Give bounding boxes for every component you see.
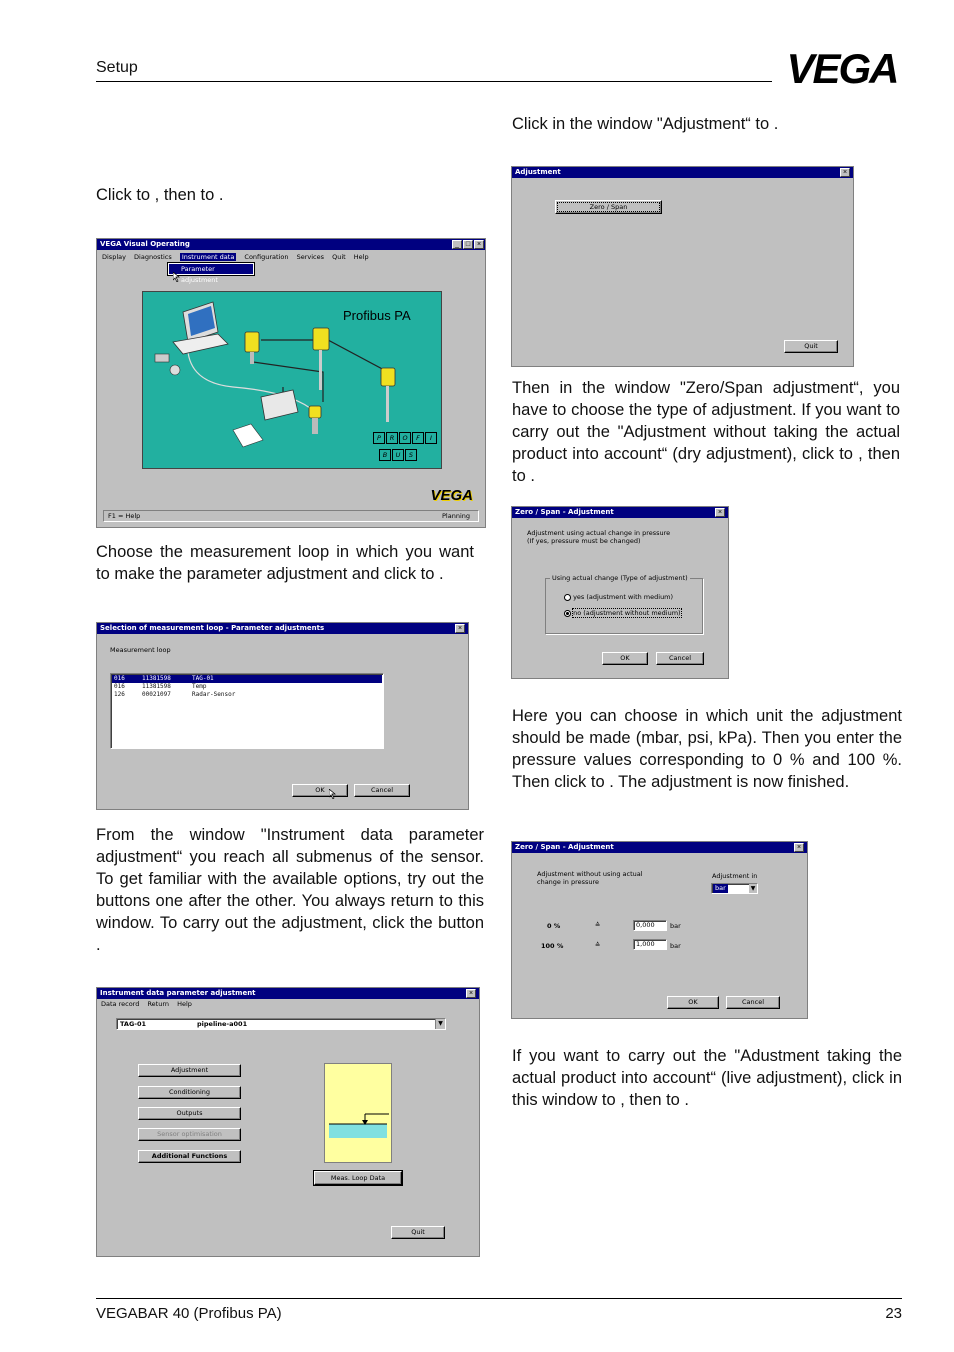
adjustment-button[interactable]: Adjustment	[138, 1064, 241, 1077]
zero-value-input[interactable]: 0,000	[633, 920, 667, 931]
left-paragraph-1: Click to , then to .	[96, 186, 224, 204]
menu-diagnostics[interactable]: Diagnostics	[134, 253, 172, 261]
row-1-unit: bar	[670, 942, 681, 950]
radio-empty-icon[interactable]	[564, 594, 571, 601]
vega-logo	[782, 50, 902, 86]
header-rule	[96, 81, 772, 82]
footer-rule	[96, 1298, 902, 1299]
quit-button[interactable]: Quit	[784, 340, 838, 353]
minimize-button[interactable]: _	[452, 240, 462, 249]
list-item[interactable]: 126 00021097 Radar-Sensor	[114, 691, 236, 698]
menu-configuration[interactable]: Configuration	[244, 253, 289, 261]
row-0-label: 0 %	[547, 922, 561, 930]
adjustment-window	[511, 166, 854, 367]
chevron-down-icon[interactable]: ▼	[750, 885, 756, 892]
bus-logo: B U S	[379, 449, 417, 461]
quit-button[interactable]: Quit	[391, 1226, 445, 1239]
cancel-button[interactable]: Cancel	[726, 996, 780, 1009]
sensor-optimisation-button[interactable]: Sensor optimisation	[138, 1128, 241, 1141]
mouse-pointer-icon	[173, 272, 181, 282]
conditioning-button[interactable]: Conditioning	[138, 1086, 241, 1099]
close-button[interactable]: ×	[455, 624, 465, 633]
tank-illustration	[324, 1063, 392, 1163]
cancel-button[interactable]: Cancel	[354, 784, 410, 797]
outputs-button[interactable]: Outputs	[138, 1107, 241, 1120]
loop-select[interactable]	[116, 1018, 446, 1030]
right-paragraph-1: Click in the window "Adjustment“ to .	[512, 115, 779, 133]
page-number: 23	[885, 1305, 902, 1322]
right-paragraph-4: If you want to carry out the "Adustment taking the actual product into account“ (live adjustment), click in this window to , then to .	[512, 1047, 902, 1109]
ok-button[interactable]: OK	[602, 652, 648, 665]
meas-loop-data-button[interactable]: Meas. Loop Data	[314, 1171, 402, 1185]
measurement-loop-list[interactable]	[110, 673, 384, 749]
menu-instrument-data[interactable]: Instrument data	[181, 253, 235, 261]
menu-quit[interactable]: Quit	[332, 253, 346, 261]
menu-bar	[102, 252, 369, 262]
menu-display[interactable]: Display	[102, 253, 126, 261]
row-0-unit: bar	[670, 922, 681, 930]
loop-name: pipeline-a001	[197, 1020, 248, 1028]
mouse-pointer-icon	[329, 789, 337, 799]
close-button[interactable]: ×	[474, 240, 484, 249]
additional-functions-button[interactable]: Additional Functions	[138, 1150, 241, 1163]
section-header: Setup	[96, 59, 138, 76]
list-item[interactable]: 016 11381598 Temp	[114, 683, 207, 690]
footer-product: VEGABAR 40 (Profibus PA)	[96, 1305, 282, 1322]
close-button[interactable]: ×	[840, 168, 850, 177]
left-paragraph-3: From the window "Instrument data parameter adjustment“ you reach all submenus of the sensor. To get familiar with the available options, try out the buttons one after the other. You always return to this window. To carry out the adjustment, click the button .	[96, 826, 484, 954]
row-1-label: 100 %	[541, 942, 564, 950]
status-help: F1 = Help	[108, 512, 141, 520]
radio-yes[interactable]: yes (adjustment with medium)	[564, 593, 673, 601]
profibus-graphic	[142, 291, 442, 469]
status-mode: Planning	[442, 512, 470, 520]
window-title: Adjustment	[512, 167, 853, 178]
window-title: Selection of measurement loop - Parameter adjustments	[97, 623, 468, 634]
adjustment-description: Adjustment using actual change in pressure (If yes, pressure must be changed)	[527, 529, 671, 545]
menu-bar	[101, 1000, 192, 1008]
window-title: Instrument data parameter adjustment	[97, 988, 479, 999]
unit-select[interactable]: bar ▼	[711, 883, 758, 894]
menu-help[interactable]: Help	[353, 253, 369, 261]
loop-tag: TAG-01	[120, 1020, 147, 1028]
close-button[interactable]: ×	[794, 843, 804, 852]
close-button[interactable]: ×	[466, 989, 476, 998]
chevron-down-icon[interactable]: ▼	[435, 1019, 445, 1029]
row-1-symbol: ≙	[595, 941, 601, 949]
radio-selected-icon[interactable]	[564, 610, 571, 617]
measurement-loop-label: Measurement loop	[110, 646, 171, 654]
maximize-button[interactable]: □	[463, 240, 473, 249]
window-title: Zero / Span - Adjustment	[512, 507, 728, 518]
right-paragraph-3: Here you can choose in which unit the adjustment should be made (mbar, psi, kPa). Then you enter the pressure values corresponding to 0 % and 100 %. Then click to . The adjustment is now finished.	[512, 707, 902, 791]
ok-button[interactable]: OK	[292, 784, 348, 797]
menu-return[interactable]: Return	[147, 1000, 170, 1008]
vega-visual-operating-window	[96, 238, 486, 528]
adjustment-description: Adjustment without using actual change in pressure	[537, 870, 643, 886]
submenu-parameter-adjustment[interactable]: Parameter adjustment	[168, 263, 254, 275]
menu-data-record[interactable]: Data record	[101, 1000, 140, 1008]
ok-button[interactable]: OK	[667, 996, 719, 1009]
svg-text:VEGA: VEGA	[786, 50, 898, 86]
window-title: VEGA Visual Operating	[97, 239, 485, 250]
row-0-symbol: ≙	[595, 921, 601, 929]
unit-label: Adjustment in	[712, 872, 758, 880]
zero-span-button[interactable]: Zero / Span	[555, 200, 662, 214]
type-of-adjustment-group: Using actual change (Type of adjustment) yes (adjustment with medium) no (adjustment without medium)	[545, 578, 703, 634]
span-value-input[interactable]: 1,000	[633, 939, 667, 950]
close-button[interactable]: ×	[715, 508, 725, 517]
list-item[interactable]: 016 11381598 TAG-01	[112, 675, 382, 683]
right-paragraph-2: Then in the window "Zero/Span adjustment“, you have to choose the type of adjustment. If you want to carry out the "Adjustment without taking the actual product into account“ (dry adjustment), click to , then to .	[512, 379, 900, 485]
measurement-loop-window	[96, 622, 469, 810]
zero-span-values-window	[511, 841, 808, 1019]
vega-small-logo: VEGA	[430, 487, 473, 504]
profibus-label: Profibus PA	[343, 308, 411, 323]
status-bar	[103, 510, 479, 522]
window-title: Zero / Span - Adjustment	[512, 842, 807, 853]
instrument-data-window	[96, 987, 480, 1257]
radio-no[interactable]: no (adjustment without medium)	[564, 609, 681, 617]
profi-logo: P R O F I	[373, 432, 437, 444]
menu-help[interactable]: Help	[177, 1000, 192, 1008]
menu-services[interactable]: Services	[296, 253, 324, 261]
cancel-button[interactable]: Cancel	[656, 652, 704, 665]
left-paragraph-2: Choose the measurement loop in which you want to make the parameter adjustment and click to .	[96, 543, 474, 583]
zero-span-type-window	[511, 506, 729, 679]
